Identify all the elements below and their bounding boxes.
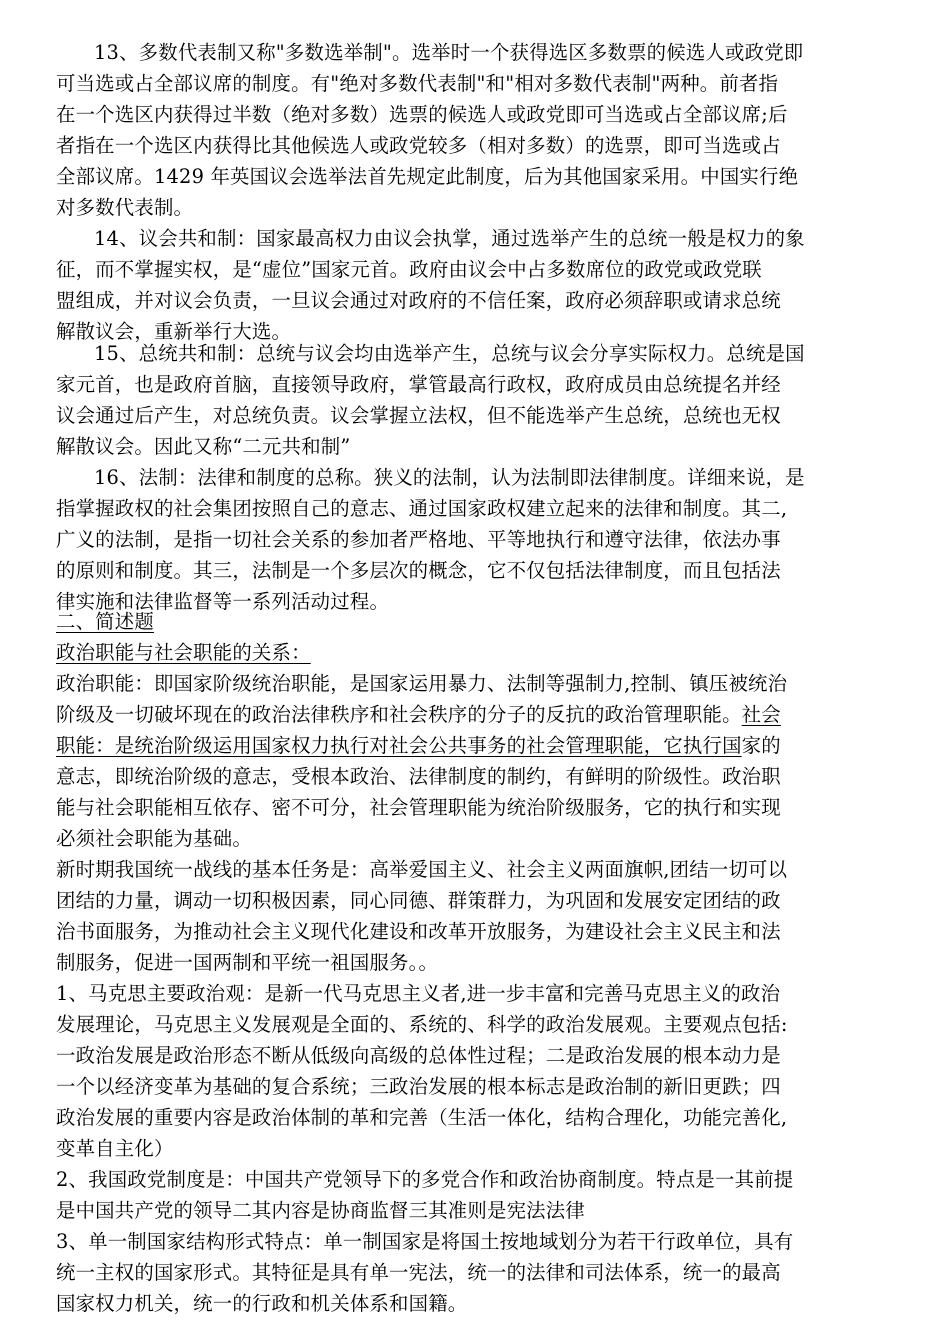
text-line: 1、马克思主要政治观：是新一代马克思主义者,进一步丰富和完善马克思主义的政治 [56,982,781,1005]
text-line: 3、单一制国家结构形式特点：单一制国家是将国土按地域划分为若干行政单位，具有 [56,1230,794,1253]
text-line: 14、议会共和制：国家最高权力由议会执掌，通过选举产生的总统一般是权力的象 [94,227,805,250]
text-line: 一个以经济变革为基础的复合系统；三政治发展的根本标志是政治制的新旧更跌；四 [56,1075,781,1098]
text-line: 治书面服务，为推动社会主义现代化建设和改革开放服务，为建设社会主义民主和法 [56,920,781,943]
text-line: 能与社会职能相互依存、密不可分，社会管理职能为统治阶级服务，它的执行和实现 [56,796,781,819]
text-line: 2、我国政党制度是：中国共产党领导下的多党合作和政治协商制度。特点是一其前提 [56,1168,794,1191]
text-line: 13、多数代表制又称"多数选举制"。选举时一个获得选区多数票的候选人或政党即 [94,41,804,64]
underlined-text: 职能：是统治阶级运用国家权力执行对社会公共事务的社会管理职能，它执行国 [56,734,742,757]
text-line: 意志，即统治阶级的意志，受根本政治、法律制度的制约，有鲜明的阶级性。政治职 [56,765,781,788]
text-line [56,699,781,730]
text-line: 在一个选区内获得过半数（绝对多数）选票的候选人或政党即可当选或占全部议席;后 [56,103,788,126]
text-line: 可当选或占全部议席的制度。有"绝对多数代表制"和"相对多数代表制"两种。前者指 [56,72,779,95]
text-line: 解散议会，重新举行大选。 [56,320,292,343]
text-line: 者指在一个选区内获得比其他候选人或政党较多（相对多数）的选票，即可当选或占 [56,134,781,157]
text-line: 指掌握政权的社会集团按照自己的意志、通过国家政权建立起来的法律和制度。其二, [56,497,788,520]
text-line: 对多数代表制。 [56,196,194,219]
text-line: 变革自主化） [56,1137,174,1160]
text-line: 发展理论，马克思主义发展观是全面的、系统的、科学的政治发展观。主要观点包括: [56,1013,788,1036]
text-line: 必须社会职能为基础。 [56,827,252,850]
text-line [56,730,781,761]
text-line: 国家权力机关，统一的行政和机关体系和国籍。 [56,1292,468,1315]
text-line: 新时期我国统一战线的基本任务是：高举爱国主义、社会主义两面旗帜,团结一切可以 [56,858,788,881]
text-line: 盟组成，并对议会负责，一旦议会通过对政府的不信任案，政府必须辞职或请求总统 [56,289,781,312]
text-line: 15、总统共和制：总统与议会均由选举产生，总统与议会分享实际权力。总统是国 [94,342,805,365]
section-heading: 二、简述题 [56,610,154,633]
text-line: 一政治发展是政治形态不断从低级向高级的总体性过程；二是政治发展的根本动力是 [56,1044,781,1067]
text-segment: 家的 [741,734,781,757]
text-line: 制服务，促进一国两制和平统一祖国服务。。 [56,951,439,974]
text-segment: 阶级及一切破坏现在的政治法律秩序和社会秩序的分子的反抗的政治管理职能。 [56,703,742,726]
text-line: 解散议会。因此又称“二元共和制” [56,435,351,458]
text-line: 政治职能：即国家阶级统治职能，是国家运用暴力、法制等强制力,控制、镇压被统治 [56,672,788,695]
text-line: 全部议席。1429 年英国议会选举法首先规定此制度，后为其他国家采用。中国实行绝 [56,165,799,188]
text-line: 政治发展的重要内容是政治体制的革和完善（生活一体化，结构合理化，功能完善化, [56,1106,788,1129]
subsection-heading: 政治职能与社会职能的关系： [56,641,311,664]
underlined-text: 社会 [741,703,781,726]
text-line: 广义的法制，是指一切社会关系的参加者严格地、平等地执行和遵守法律，依法办事 [56,528,781,551]
text-line: 团结的力量，调动一切积极因素，同心同德、群策群力，为巩固和发展安定团结的政 [56,889,781,912]
text-line: 议会通过后产生，对总统负责。议会掌握立法权，但不能选举产生总统，总统也无权 [56,404,781,427]
text-line: 律实施和法律监督等一系列活动过程。 [56,590,390,613]
text-line: 的原则和制度。其三，法制是一个多层次的概念，它不仅包括法律制度，而且包括法 [56,559,781,582]
text-line: 是中国共产党的领导二其内容是协商监督三其准则是宪法法律 [56,1199,585,1222]
text-line: 统一主权的国家形式。其特征是具有单一宪法，统一的法律和司法体系，统一的最高 [56,1261,781,1284]
text-line: 16、法制：法律和制度的总称。狭义的法制，认为法制即法律制度。详细来说，是 [94,466,805,489]
text-line: 征，而不掌握实权，是“虚位”国家元首。政府由议会中占多数席位的政党或政党联 [56,258,762,281]
text-line: 家元首，也是政府首脑，直接领导政府，掌管最高行政权，政府成员由总统提名并经 [56,373,781,396]
